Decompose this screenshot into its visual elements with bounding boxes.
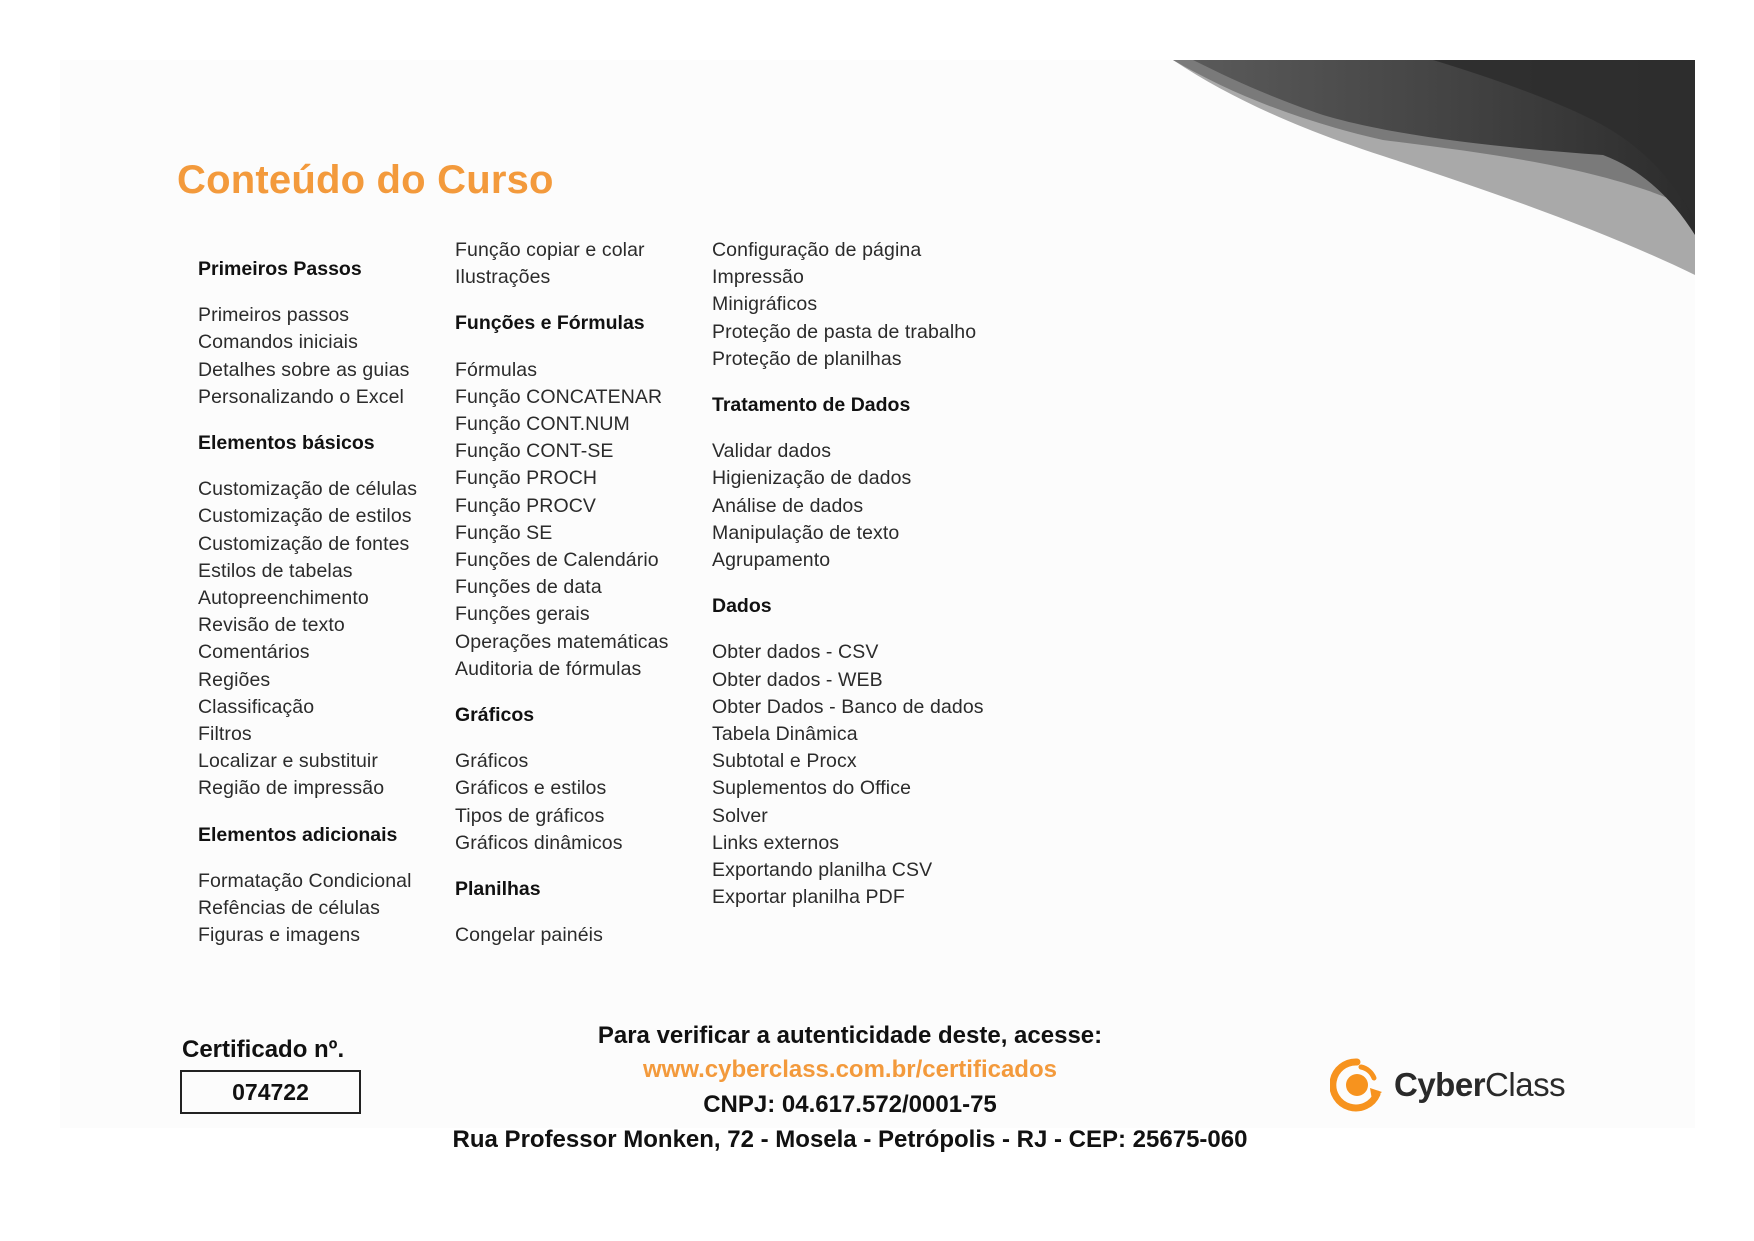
verify-instructions: Para verificar a autenticidade deste, acesse: <box>597 1022 1103 1049</box>
list-item: Função CONT.NUM <box>455 413 630 436</box>
list-item: Validar dados <box>712 440 832 463</box>
company-address: Rua Professor Monken, 72 - Mosela - Petrópolis - RJ - CEP: 25675-060 <box>452 1126 1248 1153</box>
list-item: Solver <box>712 804 768 827</box>
list-item: Personalizando o Excel <box>198 385 404 408</box>
list-item: Configuração de página <box>712 239 922 261</box>
company-cnpj: CNPJ: 04.617.572/0001-75 <box>703 1091 997 1118</box>
list-item: Função PROCH <box>455 467 598 490</box>
section-heading: Tratamento de Dados <box>712 394 911 417</box>
list-item: Suplementos do Office <box>712 777 912 800</box>
course-column-2 <box>455 237 668 949</box>
list-item: Subtotal e Procx <box>712 750 857 773</box>
list-item: Auditoria de fórmulas <box>455 657 642 680</box>
list-item: Obter dados - CSV <box>712 641 879 664</box>
list-item: Operações matemáticas <box>455 630 669 653</box>
list-item: Minigráficos <box>712 293 818 316</box>
list-item: Refências de células <box>198 897 380 920</box>
page-title: Conteúdo do Curso <box>177 158 554 202</box>
decorative-swoosh-graphic <box>1173 60 1695 275</box>
list-item: Ilustrações <box>455 266 551 289</box>
section-heading: Elementos básicos <box>198 432 375 455</box>
list-item: Tipos de gráficos <box>455 804 605 827</box>
list-item: Agrupamento <box>712 549 831 572</box>
list-item: Comentários <box>198 641 310 664</box>
list-item: Higienização de dados <box>712 467 912 490</box>
verify-url-link[interactable]: www.cyberclass.com.br/certificados <box>643 1056 1057 1083</box>
course-column-1 <box>198 256 417 949</box>
list-item: Estilos de tabelas <box>198 559 353 582</box>
list-item: Exportando planilha CSV <box>712 859 933 882</box>
list-item: Função PROCV <box>455 494 597 517</box>
list-item: Proteção de pasta de trabalho <box>712 320 977 343</box>
list-item: Customização de células <box>198 478 418 501</box>
list-item: Fórmulas <box>455 358 538 381</box>
list-item: Figuras e imagens <box>198 924 361 947</box>
list-item: Autopreenchimento <box>198 587 369 610</box>
list-item: Detalhes sobre as guias <box>198 358 410 381</box>
list-item: Congelar painéis <box>455 924 603 947</box>
section-heading: Elementos adicionais <box>198 823 398 846</box>
list-item: Classificação <box>198 695 315 718</box>
list-item: Análise de dados <box>712 494 864 517</box>
certificate-number-label: Certificado nº. <box>182 1036 345 1063</box>
list-item: Funções de Calendário <box>455 549 659 572</box>
list-item: Obter Dados - Banco de dados <box>712 695 984 718</box>
list-item: Customização de fontes <box>198 532 410 555</box>
list-item: Função SE <box>455 521 553 544</box>
list-item: Funções gerais <box>455 603 590 626</box>
list-item: Proteção de planilhas <box>712 347 902 370</box>
list-item: Função CONCATENAR <box>455 385 663 408</box>
list-item: Exportar planilha PDF <box>712 886 905 909</box>
list-item: Gráficos <box>455 750 529 773</box>
logo-wordmark: CyberClass <box>1394 1066 1566 1103</box>
list-item: Localizar e substituir <box>198 750 378 773</box>
list-item: Funções de data <box>455 576 602 599</box>
list-item: Links externos <box>712 831 840 854</box>
list-item: Primeiros passos <box>198 304 350 327</box>
list-item: Impressão <box>712 266 804 289</box>
section-heading: Funções e Fórmulas <box>455 312 645 335</box>
list-item: Formatação Condicional <box>198 869 412 892</box>
list-item: Função CONT-SE <box>455 440 614 463</box>
section-heading: Planilhas <box>455 878 541 901</box>
list-item: Manipulação de texto <box>712 521 900 544</box>
certificate-number: 074722 <box>232 1078 309 1105</box>
section-heading: Primeiros Passos <box>198 258 362 280</box>
list-item: Região de impressão <box>198 777 385 800</box>
list-item: Filtros <box>198 723 252 746</box>
cyberclass-c-icon <box>1330 1058 1384 1112</box>
list-item: Regiões <box>198 668 271 691</box>
list-item: Customização de estilos <box>198 505 412 528</box>
list-item: Comandos iniciais <box>198 331 358 354</box>
list-item: Gráficos e estilos <box>455 777 607 800</box>
course-column-3 <box>712 237 984 911</box>
list-item: Gráficos dinâmicos <box>455 831 623 854</box>
section-heading: Dados <box>712 595 772 618</box>
list-item: Função copiar e colar <box>455 239 645 261</box>
list-item: Revisão de texto <box>198 614 345 637</box>
cyberclass-logo <box>1330 1058 1565 1112</box>
list-item: Obter dados - WEB <box>712 668 883 691</box>
section-heading: Gráficos <box>455 704 535 727</box>
list-item: Tabela Dinâmica <box>712 723 858 746</box>
